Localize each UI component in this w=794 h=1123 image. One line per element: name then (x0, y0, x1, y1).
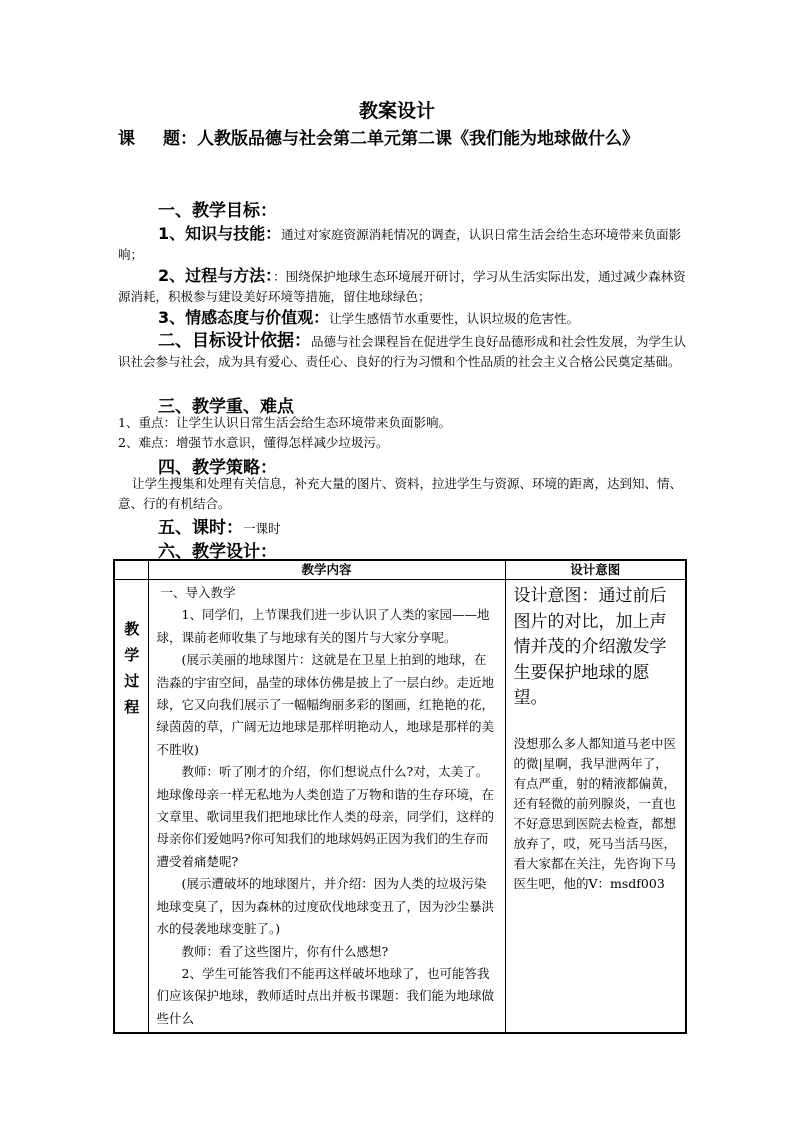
side-label-char: 教 (124, 620, 140, 638)
hours-text: 一课时 (243, 521, 281, 536)
hours-line (118, 513, 728, 538)
strategy-text: 让学生搜集和处理有关信息，补充大量的图片、资料，拉进学生与资源、环境的距离，达到知、情、意、行的有机结合。 (118, 476, 683, 511)
goal-attitude-label: 3、情感态度与价值观： (158, 308, 330, 327)
header-blank-cell (114, 560, 148, 580)
goal-knowledge (118, 224, 688, 265)
header-content: 教学内容 (148, 560, 505, 580)
content-text (149, 580, 505, 1032)
content-paragraph: 教师：听了刚才的介绍，你们想说点什么?对，太美了。地球像母亲一样无私地为人类创造了万物和谐的生存环境，在文章里、歌词里我们把地球比作人类的母亲，同学们，这样的母亲你们爱她吗?你可知我们的地球妈妈正因为我们的生存而遭受着痛楚呢? (156, 764, 495, 869)
goals-heading: 一、教学目标： (158, 201, 277, 221)
keypoint-2: 2、难点：增强节水意识，懂得怎样减少垃圾污。 (118, 435, 389, 450)
content-cell (148, 580, 505, 1034)
keypoint-1: 1、重点：让学生认识日常生活会给生态环境带来负面影响。 (118, 415, 451, 430)
basis-text: 品德与社会课程旨在促进学生良好品德形成和社会性发展，为学生认识社会参与社会，成为具有爱心、责任心、良好的行为习惯和个性品质的社会主义合格公民奠定基础。 (118, 334, 687, 369)
goal-process-label: 2、过程与方法： (158, 266, 274, 285)
goal-process-text: ：围绕保护地球生态环境展开研讨，学习从生活实际出发，通过减少森林资源消耗，积极参与建设美好环境等措施，留住地球绿色； (118, 269, 686, 304)
table-body-row (114, 580, 686, 1034)
basis-block (118, 331, 688, 372)
side-label-cell (114, 580, 148, 1034)
goal-knowledge-text: 通过对家庭资源消耗情况的调查，认识日常生活会给生态环境带来负面影响； (118, 227, 682, 262)
content-paragraph: (展示美丽的地球图片：这就是在卫星上拍到的地球，在浩淼的宇宙空间，晶莹的球体仿佛是披上了一层白纱。走近地球，它又向我们展示了一幅幅绚丽多彩的图画，红艳艳的花，绿茵茵的草，广阔无边地球是那样明艳动人，地球是那样的美不胜收) (156, 652, 495, 757)
hours-heading: 五、课时： (158, 518, 243, 538)
subject-text: 人教版品德与社会第二单元第二课《我们能为地球做什么》 (197, 129, 639, 149)
side-label (124, 616, 138, 720)
subject-label-b: 题： (163, 129, 197, 149)
goal-attitude (118, 308, 688, 329)
intent-cell (505, 580, 686, 1034)
keypoints-heading: 三、教学重、难点 (158, 397, 294, 417)
goal-process (118, 266, 688, 307)
lesson-design-table (113, 559, 687, 1034)
table-header-row (114, 560, 686, 580)
side-label-char: 学 (124, 646, 140, 664)
goal-attitude-text: 让学生感悟节水重要性，认识垃圾的危害性。 (329, 311, 580, 326)
content-paragraph: 2、学生可能答我们不能再这样破坏地球了，也可能答我们应该保护地球，教师适时点出并板书课题：我们能为地球做些什么 (156, 965, 495, 1026)
content-paragraph: (展示遭破坏的地球图片，并介绍：因为人类的垃圾污染地球变臭了，因为森林的过度砍伐地球变丑了，因为沙尘暴洪水的侵袭地球变脏了。) (156, 876, 495, 937)
content-paragraph: 教师：看了这些图片，你有什么感想? (181, 943, 389, 959)
content-paragraph: 1、同学们，上节课我们进一步认识了人类的家园——地球，课前老师收集了与地球有关的图片与大家分享呢。 (156, 607, 490, 645)
basis-heading: 二、目标设计依据： (158, 331, 311, 351)
goal-knowledge-label: 1、知识与技能： (158, 224, 282, 243)
header-intent: 设计意图 (505, 560, 686, 580)
intent-note: 没想那么多人都知道马老中医的微|星啊，我早泄两年了，有点严重，射的精液都偏黄，还有轻微的前列腺炎，一直也不好意思到医院去检查，都想放弃了，哎，死马当活马医，看大家都在关注，先咨询下马医生吧，他的V：msdf003 (513, 735, 677, 891)
intent-main: 设计意图：通过前后图片的对比，加上声情并茂的介绍激发学生要保护地球的愿望。 (513, 586, 667, 708)
lesson-subject (118, 124, 718, 149)
subject-label-a: 课 (118, 129, 135, 149)
design-heading: 六、教学设计： (158, 542, 277, 562)
content-paragraph: 一、导入教学 (160, 585, 236, 600)
side-label-char: 过 (124, 672, 140, 690)
document-title: 教案设计 (358, 100, 435, 122)
side-label-char: 程 (124, 698, 140, 716)
strategy-heading: 四、教学策略： (158, 458, 277, 478)
